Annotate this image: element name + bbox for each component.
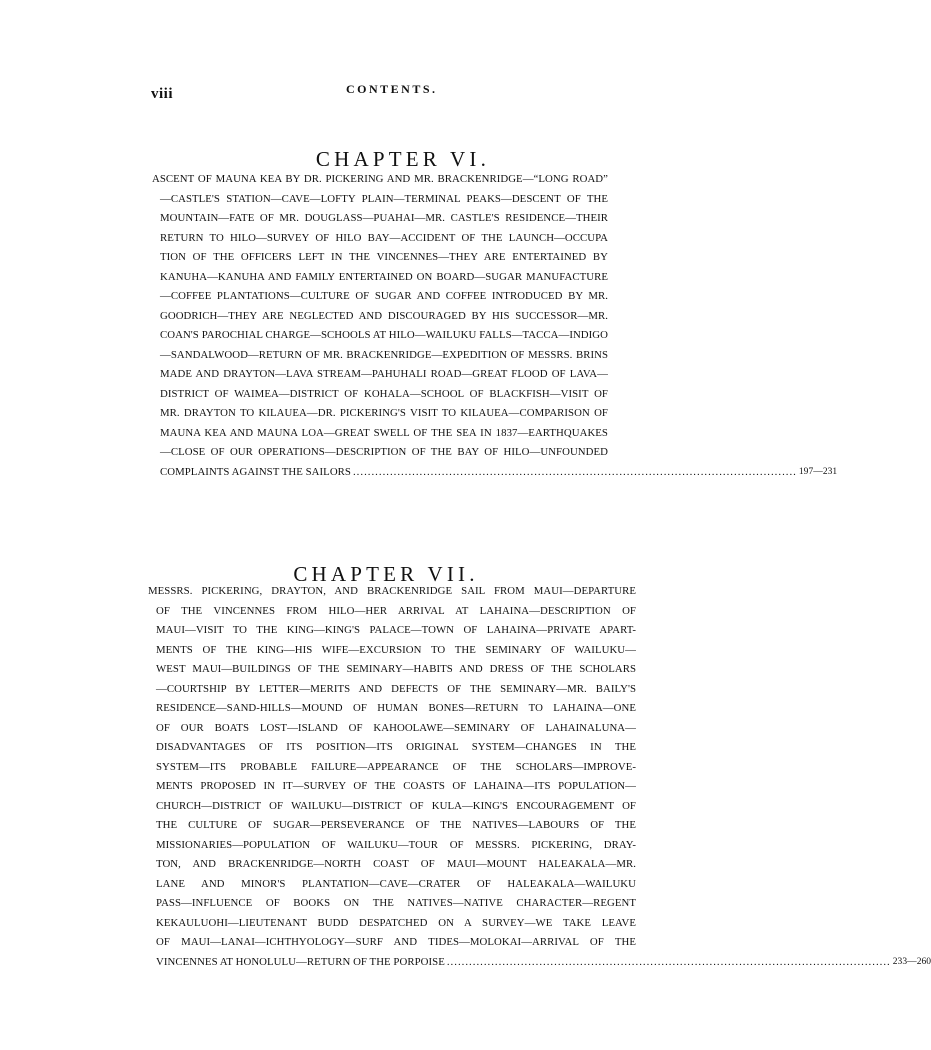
summary-line: MAUNA KEA AND MAUNA LOA—GREAT SWELL OF THE SEA IN 1837—EARTHQUAKES [160,426,608,439]
summary-line: MENTS PROPOSED IN IT—SURVEY OF THE COASTS OF LAHAINA—ITS POPULATION— [156,780,636,792]
summary-line: MOUNTAIN—FATE OF MR. DOUGLASS—PUAHAI—MR. CASTLE'S RESIDENCE—THEIR [160,212,608,224]
summary-line: THE CULTURE OF SUGAR—PERSEVERANCE OF THE NATIVES—LABOURS OF THE [156,819,636,831]
summary-line: MADE AND DRAYTON—LAVA STREAM—PAHUHALI ROAD—GREAT FLOOD OF LAVA— [160,368,608,380]
summary-line: LANE AND MINOR'S PLANTATION—CAVE—CRATER OF HALEAKALA—WAILUKU [156,877,636,890]
summary-line: OF THE VINCENNES FROM HILO—HER ARRIVAL AT LAHAINA—DESCRIPTION OF [156,604,636,617]
summary-line: MESSRS. PICKERING, DRAYTON, AND BRACKENRIDGE SAIL FROM MAUI—DEPARTURE [148,585,636,597]
dot-leader: ........................................................................................................................ [446,955,891,968]
summary-line: MENTS OF THE KING—HIS WIFE—EXCURSION TO THE SEMINARY OF WAILUKU— [156,643,636,656]
summary-line: —COFFEE PLANTATIONS—CULTURE OF SUGAR AND COFFEE INTRODUCED BY MR. [160,290,608,302]
page-number: viii [151,86,174,102]
chapter-title: CHAPTER VI. [315,147,491,172]
page-range: 197—231 [798,466,838,477]
summary-line: CHURCH—DISTRICT OF WAILUKU—DISTRICT OF KULA—KING'S ENCOURAGEMENT OF [156,799,636,812]
summary-line: ASCENT OF MAUNA KEA BY DR. PICKERING AND MR. BRACKENRIDGE—“LONG ROAD” [152,173,608,185]
summary-line: MISSIONARIES—POPULATION OF WAILUKU—TOUR OF MESSRS. PICKERING, DRAY- [156,838,636,851]
summary-line: RETURN TO HILO—SURVEY OF HILO BAY—ACCIDENT OF THE LAUNCH—OCCUPA [160,231,608,244]
summary-last-line [148,953,931,973]
summary-line: —CASTLE'S STATION—CAVE—LOFTY PLAIN—TERMINAL PEAKS—DESCENT OF THE [160,192,608,205]
summary-line: PASS—INFLUENCE OF BOOKS ON THE NATIVES—NATIVE CHARACTER—REGENT [156,897,636,909]
summary-line: SYSTEM—ITS PROBABLE FAILURE—APPEARANCE OF THE SCHOLARS—IMPROVE- [156,760,636,773]
summary-line: DISTRICT OF WAIMEA—DISTRICT OF KOHALA—SCHOOL OF BLACKFISH—VISIT OF [160,387,608,400]
summary-line: KANUHA—KANUHA AND FAMILY ENTERTAINED ON BOARD—SUGAR MANUFACTURE [160,270,608,283]
dot-leader: ........................................................................................................................ [352,465,797,478]
summary-line: —SANDALWOOD—RETURN OF MR. BRACKENRIDGE—EXPEDITION OF MESSRS. BRINS [160,348,608,361]
summary-line: MR. DRAYTON TO KILAUEA—DR. PICKERING'S VISIT TO KILAUEA—COMPARISON OF [160,407,608,419]
summary-line: —COURTSHIP BY LETTER—MERITS AND DEFECTS OF THE SEMINARY—MR. BAILY'S [156,682,636,695]
chapter-summary [148,582,931,972]
summary-line: VINCENNES AT HONOLULU—RETURN OF THE PORPOISE [156,955,445,968]
page-range: 233—260 [892,956,931,967]
summary-line: RESIDENCE—SAND-HILLS—MOUND OF HUMAN BONES—RETURN TO LAHAINA—ONE [156,702,636,714]
summary-line: KEKAULUOHI—LIEUTENANT BUDD DESPATCHED ON A SURVEY—WE TAKE LEAVE [156,916,636,929]
summary-line: TION OF THE OFFICERS LEFT IN THE VINCENNES—THEY ARE ENTERTAINED BY [160,251,608,263]
summary-line: —CLOSE OF OUR OPERATIONS—DESCRIPTION OF THE BAY OF HILO—UNFOUNDED [160,446,608,458]
summary-last-line [152,463,838,483]
summary-line: TON, AND BRACKENRIDGE—NORTH COAST OF MAUI—MOUNT HALEAKALA—MR. [156,858,636,870]
summary-line: DISADVANTAGES OF ITS POSITION—ITS ORIGINAL SYSTEM—CHANGES IN THE [156,741,636,753]
chapter-title: CHAPTER VII. [293,562,479,587]
summary-line: OF OUR BOATS LOST—ISLAND OF KAHOOLAWE—SEMINARY OF LAHAINALUNA— [156,721,636,734]
running-head: CONTENTS. [346,82,438,96]
summary-line: MAUI—VISIT TO THE KING—KING'S PALACE—TOWN OF LAHAINA—PRIVATE APART- [156,624,636,636]
summary-line: OF MAUI—LANAI—ICHTHYOLOGY—SURF AND TIDES—MOLOKAI—ARRIVAL OF THE [156,936,636,948]
summary-line: COAN'S PAROCHIAL CHARGE—SCHOOLS AT HILO—WAILUKU FALLS—TACCA—INDIGO [160,329,608,341]
summary-line: WEST MAUI—BUILDINGS OF THE SEMINARY—HABITS AND DRESS OF THE SCHOLARS [156,663,636,675]
summary-line: GOODRICH—THEY ARE NEGLECTED AND DISCOURAGED BY HIS SUCCESSOR—MR. [160,309,608,322]
summary-line: COMPLAINTS AGAINST THE SAILORS [160,465,351,478]
chapter-summary [152,170,838,482]
